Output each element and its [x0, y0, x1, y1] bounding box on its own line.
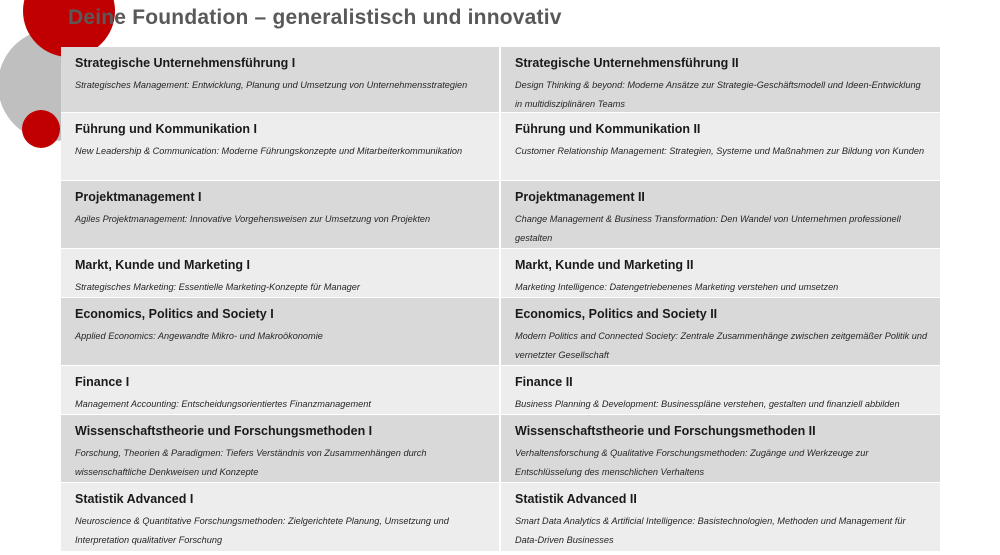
module-description: Neuroscience & Quantitative Forschungsmethoden: Zielgerichtete Planung, Umsetzung und Interpretation qualitativer Forschung — [75, 516, 449, 545]
module-heading: Strategische Unternehmensführung II — [515, 56, 739, 70]
module-cell — [501, 113, 940, 181]
module-cell — [501, 366, 940, 415]
module-heading: Wissenschaftstheorie und Forschungsmethoden I — [75, 424, 373, 438]
module-cell — [501, 415, 940, 483]
module-description: Business Planning & Development: Businesspläne verstehen, gestalten und finanziell abbilden — [515, 399, 900, 409]
page-title: Deine Foundation – generalistisch und innovativ — [68, 6, 562, 29]
module-cell — [61, 47, 501, 113]
module-heading: Statistik Advanced II — [515, 492, 637, 506]
module-description: Verhaltensforschung & Qualitative Forschungsmethoden: Zugänge und Werkzeuge zur Entschlüsselung des menschlichen Verhaltens — [515, 448, 869, 477]
module-heading: Projektmanagement II — [515, 190, 645, 204]
module-cell — [61, 366, 501, 415]
module-description: Agiles Projektmanagement: Innovative Vorgehensweisen zur Umsetzung von Projekten — [75, 214, 431, 224]
module-cell — [501, 181, 940, 249]
module-description: Smart Data Analytics & Artificial Intelligence: Basistechnologien, Methoden und Management für Data-Driven Businesses — [515, 516, 906, 545]
module-heading: Strategische Unternehmensführung I — [75, 56, 296, 70]
module-description: Management Accounting: Entscheidungsorientiertes Finanzmanagement — [75, 399, 371, 409]
module-heading: Statistik Advanced I — [75, 492, 194, 506]
module-heading: Economics, Politics and Society II — [515, 307, 718, 321]
module-cell — [61, 113, 501, 181]
module-description: Marketing Intelligence: Datengetriebenenes Marketing verstehen und umsetzen — [515, 282, 839, 292]
module-cell — [61, 249, 501, 298]
module-cell — [501, 298, 940, 366]
module-heading: Markt, Kunde und Marketing I — [75, 258, 251, 272]
module-heading: Economics, Politics and Society I — [75, 307, 274, 321]
module-description: Applied Economics: Angewandte Mikro- und Makroökonomie — [75, 331, 323, 341]
module-heading: Markt, Kunde und Marketing II — [515, 258, 694, 272]
module-cell — [501, 249, 940, 298]
module-cell — [61, 298, 501, 366]
module-cell — [61, 483, 501, 552]
module-heading: Projektmanagement I — [75, 190, 202, 204]
module-description: Forschung, Theorien & Paradigmen: Tiefers Verständnis von Zusammenhängen durch wissenschaftliche Denkweisen und Konzepte — [75, 448, 427, 477]
decorative-circle-red-small — [22, 110, 60, 148]
module-description: Customer Relationship Management: Strategien, Systeme und Maßnahmen zur Bildung von Kunden — [515, 146, 925, 156]
module-heading: Wissenschaftstheorie und Forschungsmethoden II — [515, 424, 816, 438]
module-cell — [501, 47, 940, 113]
module-heading: Führung und Kommunikation II — [515, 122, 701, 136]
module-description: Strategisches Management: Entwicklung, Planung und Umsetzung von Unternehmensstrategien — [75, 80, 468, 90]
module-description: New Leadership & Communication: Moderne Führungskonzepte und Mitarbeiterkommunikation — [75, 146, 463, 156]
module-description: Modern Politics and Connected Society: Zentrale Zusammenhänge zwischen zeitgemäßer Politik und vernetzter Gesellschaft — [515, 331, 928, 360]
module-heading: Führung und Kommunikation I — [75, 122, 257, 136]
module-description: Design Thinking & beyond: Moderne Ansätze zur Strategie-Geschäftsmodell und Ideen-Entwicklung in multidisziplinären Teams — [515, 80, 921, 109]
module-cell — [501, 483, 940, 552]
module-cell — [61, 415, 501, 483]
module-cell — [61, 181, 501, 249]
module-heading: Finance I — [75, 375, 130, 389]
module-table — [61, 47, 940, 552]
module-heading: Finance II — [515, 375, 573, 389]
module-description: Change Management & Business Transformation: Den Wandel von Unternehmen professionell gestalten — [515, 214, 901, 243]
module-description: Strategisches Marketing: Essentielle Marketing-Konzepte für Manager — [75, 282, 360, 292]
